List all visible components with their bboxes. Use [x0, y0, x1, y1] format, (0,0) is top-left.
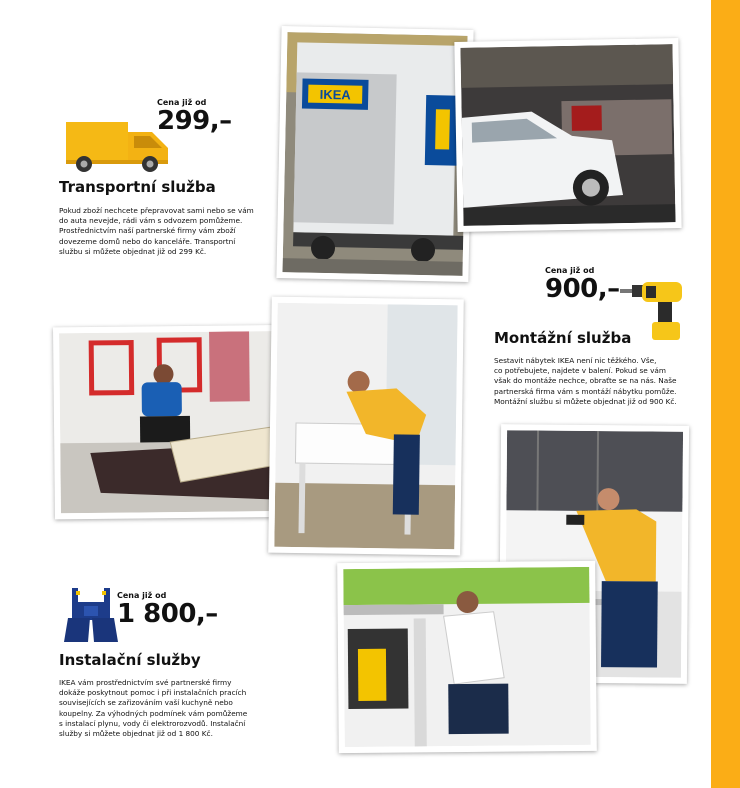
assembly-body: Sestavit nábytek IKEA není nic těžkého. Vše, co potřebujete, najdete v balení. Pokud se vám však do montáže nechce, obraťte se na nás. Naše partnerská firma vám s montáží nábytku pomůže. Montážní službu si můžete objednat již od 900 Kč. [494, 356, 677, 406]
transport-price-label: Cena již od [157, 98, 207, 107]
photo-kitchen-installation [337, 561, 597, 753]
transport-heading: Transportní služba [59, 178, 216, 196]
truck-logo: IKEA [319, 86, 351, 103]
installation-price: 1 800,– [117, 599, 218, 629]
photo-assembly-table [268, 297, 464, 556]
photo-car-parking [454, 38, 681, 232]
assembly-price-label: Cena již od [545, 266, 595, 275]
overalls-icon [62, 588, 120, 644]
installation-body: IKEA vám prostřednictvím své partnerské firmy dokáže poskytnout pomoc i při instalačních pracích souvisejících se zařizováním vaší kuchyně nebo koupelny. Za výhodných podmínek vám pomůžeme s instalací plynu, vody či elektrorozvodů. Instalační služby si můžete objednat již od 1 800 Kč. [59, 678, 248, 739]
accent-stripe [711, 0, 740, 788]
photo-delivery-truck [276, 26, 473, 282]
installation-price-label: Cena již od [117, 591, 167, 600]
assembly-heading: Montážní služba [494, 329, 632, 347]
assembly-price: 900,– [545, 274, 620, 304]
transport-body: Pokud zboží nechcete přepravovat sami nebo se vám do auta nevejde, rádi vám s odvozem pomůžeme. Prostřednictvím naší partnerské firmy vám zboží dovezeme domů nebo do kanceláře. Transportní službu si můžete objednat již od 299 Kč. [59, 206, 254, 256]
installation-heading: Instalační služby [59, 651, 201, 669]
transport-price: 299,– [157, 106, 232, 136]
